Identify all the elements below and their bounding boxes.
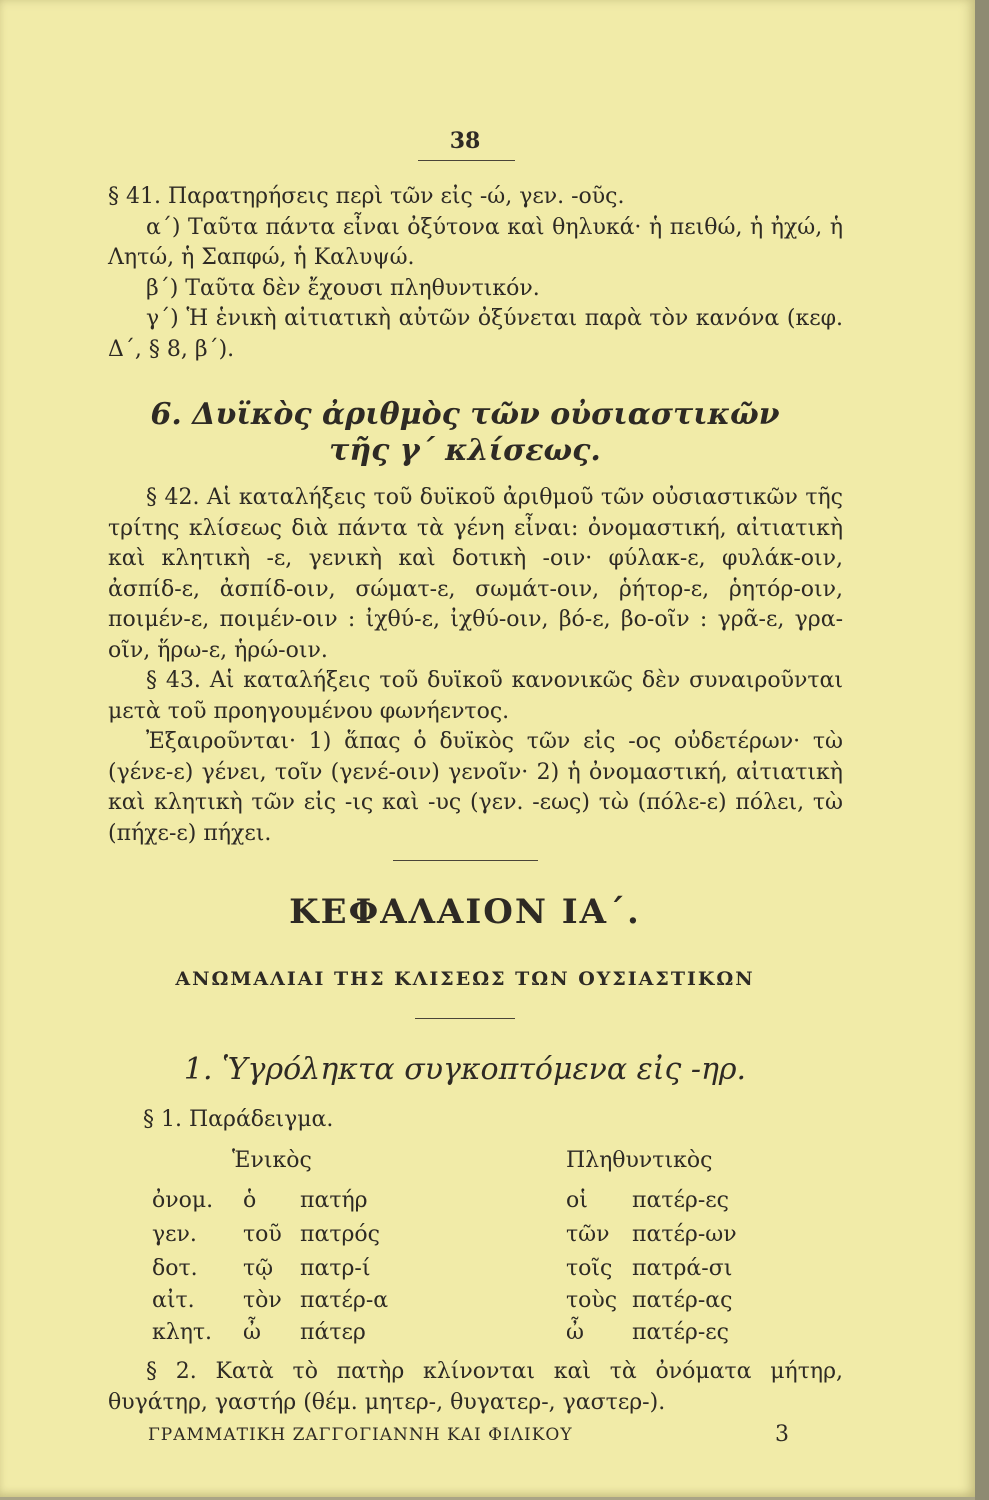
- s42-text: § 42. Αἱ καταλήξεις τοῦ δυϊκοῦ ἀριθμοῦ τῶν οὐσιαστικῶν τῆς τρίτης κλίσεως διὰ πάντα τὰ γένη εἶναι: ὀνομαστική, αἰτιατικὴ καὶ κλητικὴ -ε, γενικὴ καὶ δοτικὴ -οιν· φύλακ-ε, φυλάκ-οιν, ἀσπίδ-ε, ἀσπίδ-οιν, σώματ-ε, σωμάτ-οιν, ῥήτορ-ε, ῥητόρ-οιν, ποιμέν-ε, ποιμέν-οιν : ἰχθύ-ε, ἰχθύ-οιν, βό-ε, βο-οῖν : γρᾶ-ε, γρα-οῖν, ἥρω-ε, ἡρώ-οιν.: [108, 485, 843, 663]
- chapter-title: ΚΕΦΑΛΑΙΟΝ ΙΑ΄.: [289, 892, 641, 932]
- table-form: πατέρ-α: [300, 1288, 389, 1313]
- section-41: [108, 182, 843, 365]
- table-form: πατρ-ί: [300, 1256, 371, 1281]
- s41-a: α΄) Ταῦτα πάντα εἶναι ὀξύτονα καὶ θηλυκά· ἡ πειθώ, ἡ ἠχώ, ἡ Λητώ, ἡ Σαπφώ, ἡ Καλυψώ.: [108, 214, 843, 270]
- table-form: πατρά-σι: [632, 1256, 733, 1281]
- s41-c: γ΄) Ἡ ἑνικὴ αἰτιατικὴ αὐτῶν ὀξύνεται παρὰ τὸν κανόνα (κεφ. Δ΄, § 8, β΄).: [108, 306, 843, 362]
- s41-title: § 41. Παρατηρήσεις περὶ τῶν εἰς -ώ, γεν. -οῦς.: [108, 184, 625, 209]
- header-rule: [418, 160, 515, 161]
- table-form: πατρός: [300, 1222, 380, 1247]
- table-article: τῷ: [243, 1256, 274, 1281]
- table-form: πατέρ-ες: [632, 1188, 729, 1213]
- s41-b: β΄) Ταῦτα δὲν ἔχουσι πληθυντικόν.: [146, 275, 540, 301]
- table-article: τοῖς: [566, 1256, 613, 1281]
- table-article: οἱ: [566, 1188, 588, 1213]
- table-form: πάτερ: [300, 1320, 366, 1345]
- paradigm-label: § 1. Παράδειγμα.: [143, 1107, 334, 1132]
- table-article: τῶν: [566, 1222, 610, 1247]
- section-42-43: [108, 483, 843, 849]
- book-edge: [975, 0, 989, 1500]
- table-form: πατέρ-ας: [632, 1288, 733, 1313]
- table-article: τοῦ: [243, 1222, 282, 1247]
- section-6-heading-2: τῆς γ΄ κλίσεως.: [329, 433, 601, 468]
- chapter-subtitle: ΑΝΩΜΑΛΙΑΙ ΤΗΣ ΚΛΙΣΕΩΣ ΤΩΝ ΟΥΣΙΑΣΤΙΚΩΝ: [175, 968, 755, 990]
- table-article: τοὺς: [566, 1288, 618, 1313]
- table-form: πατέρ-ων: [632, 1222, 737, 1247]
- table-case: αἰτ.: [152, 1288, 195, 1313]
- section-6-heading-1: 6. Δυϊκὸς ἀριθμὸς τῶν οὐσιαστικῶν: [150, 397, 780, 432]
- chapter-rule-bottom: [415, 1018, 515, 1019]
- table-article: ὁ: [243, 1188, 257, 1213]
- table-form: πατήρ: [300, 1188, 368, 1213]
- page-number: 38: [449, 128, 481, 154]
- table-article: ὦ: [243, 1320, 261, 1345]
- s43-text: § 43. Αἱ καταλήξεις τοῦ δυϊκοῦ κανονικῶς δὲν συναιροῦνται μετὰ τοῦ προηγουμένου φωνήεντος.: [108, 668, 843, 724]
- table-article: τὸν: [243, 1288, 282, 1313]
- table-form: πατέρ-ες: [632, 1320, 729, 1345]
- section-1-heading: 1. Ὑγρόληκτα συγκοπτόμενα εἰς -ηρ.: [183, 1052, 747, 1087]
- s2-text: § 2. Κατὰ τὸ πατὴρ κλίνονται καὶ τὰ ὀνόματα μήτηρ, θυγάτηρ, γαστήρ (θέμ. μητερ-, θυγατερ-, γαστερ-).: [108, 1359, 843, 1415]
- footer-signature: ΓΡΑΜΜΑΤΙΚΗ ΖΑΓΓΟΓΙΑΝΝΗ ΚΑΙ ΦΙΛΙΚΟΥ: [148, 1425, 573, 1445]
- table-case: γεν.: [152, 1222, 197, 1247]
- table-case: δοτ.: [152, 1256, 198, 1281]
- section-2: [108, 1357, 843, 1418]
- singular-heading: Ἑνικὸς: [232, 1148, 312, 1173]
- table-case: κλητ.: [152, 1320, 213, 1345]
- table-case: ὀνομ.: [152, 1188, 214, 1213]
- table-article: ὦ: [566, 1320, 584, 1345]
- plural-heading: Πληθυντικὸς: [566, 1148, 713, 1173]
- s43-exceptions: Ἐξαιροῦνται· 1) ἅπας ὁ δυϊκὸς τῶν εἰς -ος οὐδετέρων· τὼ (γένε-ε) γένει, τοῖν (γενέ-οιν) γενοῖν· 2) ἡ ὀνομαστική, αἰτιατικὴ καὶ κλητικὴ τῶν εἰς -ις καὶ -υς (γεν. -εως) τὼ (πόλε-ε) πόλει, τὼ (πήχε-ε) πήχει.: [108, 729, 843, 846]
- chapter-rule-top: [393, 860, 538, 861]
- signature-number: 3: [775, 1422, 789, 1447]
